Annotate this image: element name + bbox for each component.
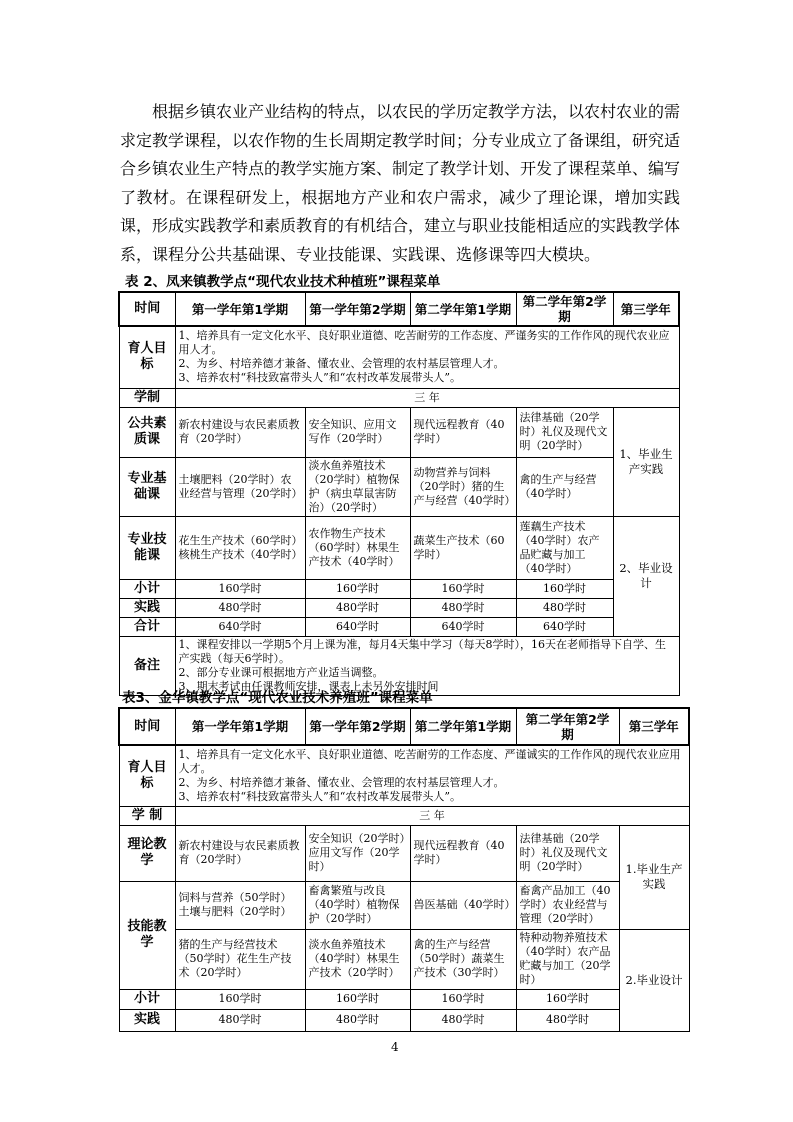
t3-skill-2-4: 特种动物养殖技术（40学时）农产品贮藏与加工（20学时） [516,929,619,989]
t3-theory-3: 现代远程教育（40学时） [410,825,516,881]
t2-side-practice: 1、毕业生产实践 [613,407,679,516]
t2-public-row [119,407,679,457]
t3-practice-1: 480学时 [175,1009,305,1031]
t3-theory-row [119,825,689,881]
t3-skill-2-1: 猪的生产与经营技术（50学时）花生生产技术（20学时） [175,929,305,989]
t3-practice-row [119,1009,689,1031]
t2-basic-2: 淡水鱼养殖技术（20学时）植物保护（病虫草鼠害防治）（20学时） [305,457,410,516]
t3-theory-label: 理论教学 [119,825,175,881]
t2-skill-label: 专业技能课 [119,516,175,579]
t2-duration-value: 三 年 [175,388,679,407]
t3-practice-4: 480学时 [516,1009,619,1031]
t2-subtotal-3: 160学时 [410,579,516,598]
table3-course-menu [118,707,690,1032]
t3-header-time: 时间 [119,708,175,745]
t2-subtotal-2: 160学时 [305,579,410,598]
t2-public-4: 法律基础（20学时）礼仪及现代文明（20学时） [516,407,613,457]
intro-paragraph: 根据乡镇农业产业结构的特点，以农民的学历定教学方法，以农村农业的需求定教学课程，以农作物的生长周期定教学时间；分专业成立了备课组，研究适合乡镇农业生产特点的教学实施方案、制定了教学计划、开发了课程菜单、编写了教材。在课程研发上，根据地方产业和农户需求，减少了理论课，增加实践课，形成实践教学和素质教育的有机结合，建立与职业技能相适应的实践教学体系，课程分公共基础课、专业技能课、实践课、选修课等四大模块。 [120,102,681,264]
t3-objective-label: 育人目标 [119,745,175,806]
page-number: 4 [391,1040,399,1054]
t2-total-label: 合计 [119,617,175,636]
t3-subtotal-4: 160学时 [516,989,619,1009]
t3-subtotal-1: 160学时 [175,989,305,1009]
t2-remarks-text: 1、课程安排以一学期5个月上课为准，每月4天集中学习（每天8学时），16天在老师指导下自学、生产实践（每天6学时）。 2、部分专业课可根据地方产业适当调整。 3、期末考试由任课教师安排，课表上未另外安排时间 [175,636,679,695]
t3-skill-1-2: 畜禽繁殖与改良（40学时）植物保护（20学时） [305,881,410,929]
t3-side-design: 2.毕业设计 [619,929,689,1031]
t3-skill-row-1 [119,881,689,929]
t2-objective-row [119,326,679,388]
t2-remarks-label: 备注 [119,636,175,695]
t3-objective-text: 1、培养具有一定文化水平、良好职业道德、吃苦耐劳的工作态度、严谨诚实的工作作风的现代农业应用人才。 2、为乡、村培养德才兼备、懂农业、会管理的农村基层管理人才。 3、培养农村“科技致富带头人”和“农村改革发展带头人”。 [175,745,689,806]
t3-theory-4: 法律基础（20学时）礼仪及现代文明（20学时） [516,825,619,881]
t2-skill-1: 花生生产技术（60学时）核桃生产技术（40学时） [175,516,305,579]
t2-basic-label: 专业基础课 [119,457,175,516]
t3-subtotal-2: 160学时 [305,989,410,1009]
t2-subtotal-1: 160学时 [175,579,305,598]
t2-total-2: 640学时 [305,617,410,636]
t2-public-2: 安全知识、应用文写作（20学时） [305,407,410,457]
t2-skill-row [119,516,679,579]
t2-skill-3: 蔬菜生产技术（60学时） [410,516,516,579]
t2-basic-row [119,457,679,516]
t2-practice-3: 480学时 [410,598,516,617]
t3-side-practice: 1.毕业生产实践 [619,825,689,929]
table2-caption: 表 2、凤来镇教学点“现代农业技术种植班”课程菜单 [125,274,441,290]
t2-practice-1: 480学时 [175,598,305,617]
t3-skill-1-4: 畜禽产品加工（40学时）农业经营与管理（20学时） [516,881,619,929]
t3-skill-1-3: 兽医基础（40学时） [410,881,516,929]
t2-objective-text: 1、培养具有一定文化水平、良好职业道德、吃苦耐劳的工作态度、严谨务实的工作作风的现代农业应用人才。 2、为乡、村培养德才兼备、懂农业、会管理的农村基层管理人才。 3、培养农村“科技致富带头人”和“农村改革发展带头人”。 [175,326,679,388]
t2-basic-1: 土壤肥料（20学时）农业经营与管理（20学时） [175,457,305,516]
t3-skill-1-1: 饲料与营养（50学时）土壤与肥料（20学时） [175,881,305,929]
t2-public-1: 新农村建设与农民素质教育（20学时） [175,407,305,457]
t2-objective-label: 育人目标 [119,326,175,388]
t3-duration-value: 三 年 [175,806,689,825]
t2-subtotal-row [119,579,679,598]
t2-duration-row [119,388,679,407]
t3-subtotal-3: 160学时 [410,989,516,1009]
table2-course-menu [118,291,680,696]
t3-skill-label: 技能教学 [119,881,175,989]
t2-public-3: 现代远程教育（40学时） [410,407,516,457]
t2-header-y1s2: 第一学年第2学期 [305,292,410,326]
t3-theory-1: 新农村建设与农民素质教育（20学时） [175,825,305,881]
t2-side-design: 2、毕业设计 [613,516,679,636]
t2-basic-4: 禽的生产与经营（40学时） [516,457,613,516]
t2-subtotal-4: 160学时 [516,579,613,598]
t3-header-y1s1: 第一学年第1学期 [175,708,305,745]
t2-subtotal-label: 小计 [119,579,175,598]
t3-header-y3: 第三学年 [619,708,689,745]
t2-header-y2s1: 第二学年第1学期 [410,292,516,326]
t2-practice-2: 480学时 [305,598,410,617]
t3-duration-row [119,806,689,825]
t2-header-y3: 第三学年 [613,292,679,326]
table3-header-row [119,708,689,745]
t3-practice-2: 480学时 [305,1009,410,1031]
t2-public-label: 公共素质课 [119,407,175,457]
table3-caption: 表3、金华镇教学点“现代农业技术养殖班”课程菜单 [122,690,433,706]
t3-practice-label: 实践 [119,1009,175,1031]
t2-header-time: 时间 [119,292,175,326]
t3-duration-label: 学 制 [119,806,175,825]
t3-objective-row [119,745,689,806]
t2-basic-3: 动物营养与饲料（20学时）猪的生产与经营（40学时） [410,457,516,516]
t3-theory-2: 安全知识（20学时）应用文写作（20学时） [305,825,410,881]
t3-subtotal-row [119,989,689,1009]
t2-skill-2: 农作物生产技术（60学时）林果生产技术（40学时） [305,516,410,579]
t2-header-y1s1: 第一学年第1学期 [175,292,305,326]
t2-practice-row [119,598,679,617]
t3-skill-row-2 [119,929,689,989]
t2-header-y2s2: 第二学年第2学期 [516,292,613,326]
t3-practice-3: 480学时 [410,1009,516,1031]
t3-skill-2-3: 禽的生产与经营（50学时）蔬菜生产技术（30学时） [410,929,516,989]
t2-total-3: 640学时 [410,617,516,636]
t2-practice-label: 实践 [119,598,175,617]
t2-total-4: 640学时 [516,617,613,636]
t2-total-1: 640学时 [175,617,305,636]
t2-skill-4: 莲藕生产技术（40学时）农产品贮藏与加工（40学时） [516,516,613,579]
t3-subtotal-label: 小计 [119,989,175,1009]
t2-practice-4: 480学时 [516,598,613,617]
t3-header-y2s1: 第二学年第1学期 [410,708,516,745]
table2-header-row [119,292,679,326]
t2-duration-label: 学制 [119,388,175,407]
t3-header-y2s2: 第二学年第2学期 [516,708,619,745]
t3-header-y1s2: 第一学年第2学期 [305,708,410,745]
t3-skill-2-2: 淡水鱼养殖技术（40学时）林果生产技术（20学时） [305,929,410,989]
t2-total-row [119,617,679,636]
